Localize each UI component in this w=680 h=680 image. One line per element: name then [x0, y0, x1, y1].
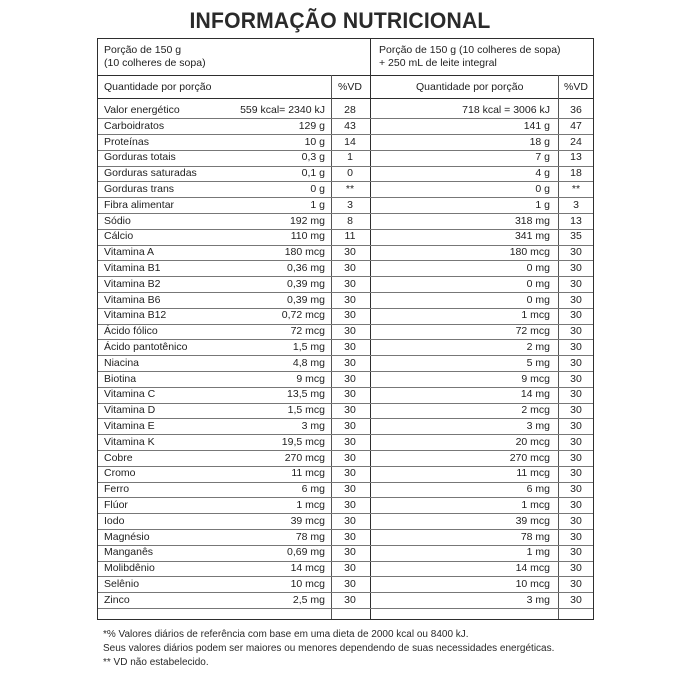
nutrient-name: Gorduras totais — [104, 151, 176, 164]
left-quantity: 1 g — [310, 198, 325, 211]
right-quantity: 318 mg — [514, 214, 550, 227]
table-row — [98, 577, 593, 593]
nutrient-name: Vitamina B2 — [104, 277, 161, 290]
right-quantity: 341 mg — [514, 230, 550, 243]
nutrient-name: Vitamina K — [104, 435, 155, 448]
left-vd: ** — [345, 183, 355, 195]
footnotes — [103, 628, 554, 670]
table-row — [98, 561, 593, 577]
left-vd: 30 — [344, 420, 356, 432]
nutrient-name: Zinco — [104, 593, 130, 606]
nutrient-name: Iodo — [104, 514, 125, 527]
left-vd: 8 — [347, 214, 353, 227]
left-quantity: 192 mg — [289, 214, 325, 227]
left-quantity: 0,1 g — [301, 167, 325, 180]
left-quantity: 0,36 mg — [287, 262, 325, 274]
left-quantity: 19,5 mcg — [281, 435, 325, 448]
row-divider — [98, 608, 593, 609]
nutrient-name: Vitamina D — [104, 404, 156, 417]
left-quantity: 2,5 mg — [292, 593, 325, 606]
table-row — [98, 150, 593, 166]
table-row — [98, 261, 593, 277]
table-row — [98, 419, 593, 435]
table-row — [98, 103, 593, 119]
table-row — [98, 182, 593, 198]
right-quantity: 7 g — [535, 151, 550, 164]
page-title: INFORMAÇÃO NUTRICIONAL — [189, 8, 491, 33]
right-vd: 47 — [570, 119, 582, 132]
left-vd: 30 — [344, 341, 356, 353]
left-vd: 30 — [344, 499, 356, 511]
left-quantity: 6 mg — [301, 483, 325, 496]
right-qty-header: Quantidade por porção — [416, 81, 524, 93]
right-quantity: 78 mg — [520, 530, 550, 543]
left-quantity: 1 mcg — [296, 499, 325, 511]
nutrient-name: Magnésio — [104, 530, 150, 543]
nutrient-name: Molibdênio — [104, 562, 155, 575]
right-vd: 30 — [570, 499, 582, 511]
left-quantity: 78 mg — [295, 530, 325, 543]
right-quantity: 1 mcg — [521, 309, 550, 322]
nutrient-name: Cobre — [104, 451, 133, 464]
nutrient-name: Flúor — [104, 499, 128, 511]
nutrient-name: Vitamina B6 — [104, 293, 161, 306]
table-row — [98, 119, 593, 135]
left-quantity: 39 mcg — [290, 514, 325, 527]
left-vd: 30 — [344, 578, 356, 590]
left-vd: 30 — [344, 451, 356, 464]
left-vd: 28 — [344, 104, 356, 116]
table-row — [98, 340, 593, 356]
left-vd: 30 — [344, 388, 356, 401]
right-vd: 18 — [570, 167, 582, 180]
right-quantity: 10 mcg — [515, 578, 550, 590]
left-quantity: 270 mcg — [284, 451, 325, 464]
left-vd-header: %VD — [338, 81, 362, 93]
nutrient-name: Vitamina B12 — [104, 309, 167, 322]
nutrient-name: Selênio — [104, 578, 140, 590]
right-quantity: 4 g — [535, 167, 550, 180]
right-quantity: 6 mg — [526, 483, 550, 496]
right-quantity: 14 mcg — [515, 562, 550, 575]
left-quantity: 13,5 mg — [287, 388, 325, 401]
right-quantity: 718 kcal = 3006 kJ — [462, 104, 550, 116]
right-quantity: 39 mcg — [515, 514, 550, 527]
left-quantity: 0,3 g — [301, 151, 325, 164]
nutrient-name: Ferro — [104, 483, 130, 496]
right-vd: 30 — [570, 420, 582, 432]
left-quantity: 14 mcg — [290, 562, 325, 575]
left-quantity: 0,39 mg — [287, 277, 325, 290]
left-vd: 3 — [347, 198, 353, 211]
footnote: *% Valores diários de referência com base em uma dieta de 2000 kcal ou 8400 kJ. — [103, 629, 469, 640]
table-row — [98, 166, 593, 182]
table-row — [98, 277, 593, 293]
left-quantity: 10 g — [304, 135, 325, 148]
left-vd: 30 — [344, 530, 356, 543]
left-vd: 30 — [344, 593, 356, 606]
left-quantity: 10 mcg — [290, 578, 325, 590]
nutrient-name: Vitamina B1 — [104, 262, 161, 274]
right-vd: 24 — [570, 135, 582, 148]
left-quantity: 0,39 mg — [287, 293, 325, 306]
table-row — [98, 245, 593, 261]
table-row — [98, 498, 593, 514]
table-row — [98, 198, 593, 214]
left-vd: 30 — [344, 309, 356, 322]
left-vd: 30 — [344, 293, 356, 306]
right-vd: 30 — [570, 309, 582, 322]
left-vd: 30 — [344, 262, 356, 274]
left-quantity: 11 mcg — [291, 467, 325, 480]
nutrient-name: Vitamina E — [104, 420, 155, 432]
right-vd: 30 — [570, 483, 582, 496]
table-row — [98, 482, 593, 498]
right-vd: 30 — [570, 562, 582, 575]
left-quantity: 0 g — [310, 183, 325, 195]
right-vd: 30 — [570, 341, 582, 353]
nutrient-name: Carboidratos — [104, 119, 165, 132]
right-vd: 30 — [570, 246, 582, 259]
table-row — [98, 545, 593, 561]
right-quantity: 270 mcg — [509, 451, 550, 464]
right-vd: 30 — [570, 546, 582, 559]
right-portion-header — [379, 44, 561, 70]
nutrient-name: Biotina — [104, 372, 137, 385]
right-quantity: 0 mg — [526, 277, 550, 290]
right-vd: 30 — [570, 578, 582, 590]
right-quantity: 20 mcg — [515, 435, 550, 448]
left-quantity: 559 kcal= 2340 kJ — [240, 104, 325, 116]
table-row — [98, 593, 593, 609]
right-vd: 30 — [570, 325, 582, 338]
table-row — [98, 514, 593, 530]
left-vd: 30 — [344, 404, 356, 417]
right-quantity: 0 mg — [526, 262, 550, 274]
nutrient-name: Valor energético — [104, 104, 180, 116]
table-row — [98, 435, 593, 451]
table-row — [98, 387, 593, 403]
left-vd: 14 — [344, 135, 356, 148]
right-vd: 30 — [570, 467, 582, 480]
table-row — [98, 308, 593, 324]
footnote: Seus valores diários podem ser maiores ou menores dependendo de suas necessidades energéticas. — [103, 643, 555, 654]
right-quantity: 180 mcg — [509, 246, 550, 259]
right-quantity: 11 mcg — [516, 467, 550, 480]
left-quantity: 0,69 mg — [287, 546, 325, 559]
header-divider — [98, 75, 593, 76]
table-row — [98, 214, 593, 230]
footnote: ** VD não estabelecido. — [103, 657, 209, 668]
right-quantity: 1 mcg — [521, 499, 550, 511]
left-quantity: 1,5 mcg — [287, 404, 325, 417]
right-vd: 30 — [570, 277, 582, 290]
nutrient-name: Ácido pantotênico — [104, 341, 188, 353]
right-quantity: 14 mg — [520, 388, 550, 401]
left-vd: 30 — [344, 356, 356, 369]
column-header-divider — [98, 98, 593, 99]
left-vd: 30 — [344, 435, 356, 448]
table-row — [98, 293, 593, 309]
nutrition-table — [97, 38, 594, 620]
nutrient-name: Vitamina A — [104, 246, 155, 259]
nutrient-name: Gorduras trans — [104, 183, 175, 195]
left-vd: 0 — [347, 167, 353, 180]
nutrient-name: Cromo — [104, 467, 136, 480]
right-vd: 30 — [570, 372, 582, 385]
table-row — [98, 229, 593, 245]
nutrient-name: Ácido fólico — [104, 325, 158, 338]
nutrient-name: Fibra alimentar — [104, 198, 175, 211]
table-row — [98, 403, 593, 419]
left-vd: 30 — [344, 546, 356, 559]
right-vd: 30 — [570, 593, 582, 606]
right-quantity: 72 mcg — [515, 325, 550, 338]
left-portion-header — [104, 44, 206, 70]
right-quantity: 2 mcg — [521, 404, 550, 417]
nutrient-name: Cálcio — [104, 230, 134, 243]
left-quantity: 9 mcg — [296, 372, 325, 385]
right-quantity: 5 mg — [526, 356, 550, 369]
nutrient-name: Proteínas — [104, 135, 149, 148]
right-portion-line: + 250 mL de leite integral — [379, 57, 497, 69]
right-quantity: 0 mg — [526, 293, 550, 306]
right-vd: 35 — [570, 230, 582, 243]
right-vd: ** — [571, 183, 581, 195]
left-vd: 30 — [344, 246, 356, 259]
left-vd: 30 — [344, 325, 356, 338]
table-row — [98, 466, 593, 482]
right-quantity: 0 g — [535, 183, 550, 195]
table-row — [98, 530, 593, 546]
right-vd: 30 — [570, 293, 582, 306]
left-vd: 43 — [344, 119, 356, 132]
left-portion-line: (10 colheres de sopa) — [104, 57, 206, 69]
nutrient-name: Gorduras saturadas — [104, 167, 197, 180]
left-vd: 30 — [344, 514, 356, 527]
right-quantity: 18 g — [529, 135, 550, 148]
right-vd: 30 — [570, 388, 582, 401]
right-vd: 30 — [570, 404, 582, 417]
right-quantity: 3 mg — [526, 420, 550, 432]
right-quantity: 1 mg — [526, 546, 550, 559]
left-quantity: 129 g — [298, 119, 325, 132]
left-vd: 1 — [347, 151, 353, 164]
nutrient-name: Vitamina C — [104, 388, 156, 401]
left-quantity: 3 mg — [301, 420, 325, 432]
nutrient-name: Sódio — [104, 214, 131, 227]
right-quantity: 2 mg — [526, 341, 550, 353]
table-row — [98, 324, 593, 340]
right-vd: 30 — [570, 356, 582, 369]
table-row — [98, 451, 593, 467]
left-vd: 30 — [344, 467, 356, 480]
right-vd: 30 — [570, 530, 582, 543]
nutrient-name: Manganês — [104, 546, 154, 559]
right-vd: 36 — [570, 104, 582, 116]
left-vd: 11 — [344, 230, 356, 243]
left-quantity: 110 mg — [290, 230, 325, 243]
right-vd: 30 — [570, 262, 582, 274]
left-vd: 30 — [344, 483, 356, 496]
right-portion-line: Porção de 150 g (10 colheres de sopa) — [379, 44, 561, 56]
left-qty-header: Quantidade por porção — [104, 81, 212, 93]
table-row — [98, 372, 593, 388]
right-quantity: 1 g — [535, 198, 550, 211]
left-portion-line: Porção de 150 g — [104, 44, 182, 56]
left-vd: 30 — [344, 277, 356, 290]
right-quantity: 9 mcg — [521, 372, 550, 385]
left-quantity: 180 mcg — [284, 246, 325, 259]
right-vd: 3 — [573, 198, 579, 211]
right-vd-header: %VD — [564, 81, 588, 93]
left-vd: 30 — [344, 562, 356, 575]
right-vd: 30 — [570, 451, 582, 464]
right-vd: 30 — [570, 435, 582, 448]
right-vd: 13 — [570, 214, 582, 227]
right-quantity: 141 g — [523, 119, 550, 132]
left-quantity: 4,8 mg — [292, 356, 325, 369]
left-quantity: 72 mcg — [290, 325, 325, 338]
left-quantity: 0,72 mcg — [281, 309, 325, 322]
table-row — [98, 356, 593, 372]
right-vd: 13 — [570, 151, 582, 164]
table-row — [98, 135, 593, 151]
right-quantity: 3 mg — [526, 593, 550, 606]
nutrient-name: Niacina — [104, 356, 140, 369]
left-quantity: 1,5 mg — [292, 341, 325, 353]
left-vd: 30 — [344, 372, 356, 385]
right-vd: 30 — [570, 514, 582, 527]
